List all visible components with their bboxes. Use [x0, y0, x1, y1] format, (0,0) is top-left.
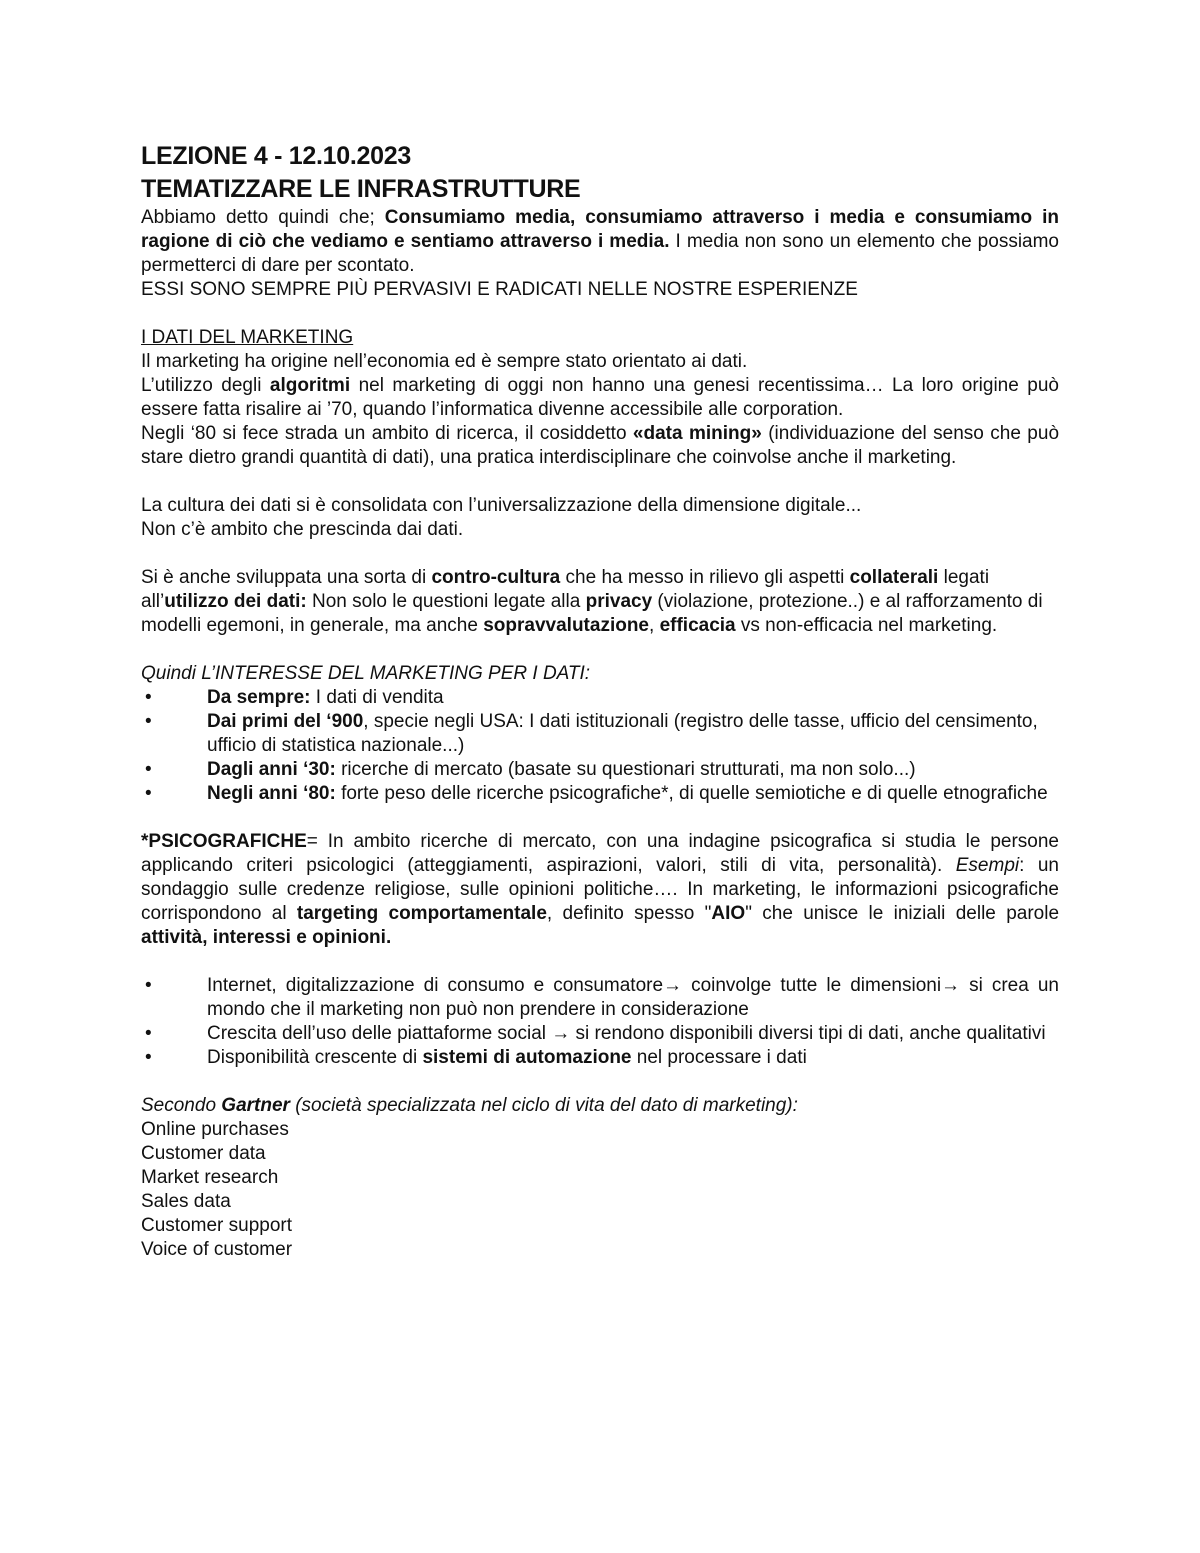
text: (individuazione del senso che può stare dietro grandi quantità di dati), una pratica interdisciplinare che coinvolse anche il marketing.: [141, 423, 1060, 468]
bold-text: AIO: [711, 903, 746, 924]
text: legati all’: [141, 567, 990, 612]
gartner-item: Voice of customer: [141, 1239, 293, 1260]
text: : un sondaggio sulle credenze religiose, sulle opinioni politiche…. In marketing, le informazioni psicografiche corrispondono al: [141, 855, 1059, 924]
culture-line2: Non c’è ambito che prescinda dai dati.: [141, 519, 464, 540]
bullet-icon: •: [145, 759, 152, 780]
document-page: [141, 140, 1059, 1262]
gartner-heading: [141, 1094, 1059, 1118]
text: ricerche di mercato (basate su questionari strutturati, ma non solo...): [335, 759, 916, 780]
spacer: [141, 638, 1059, 662]
text: nel marketing di oggi non hanno una genesi recentissima… La loro origine può essere fatta risalire ai ’70, quando l’informatica divenne accessibile alle corporation.: [141, 375, 1059, 420]
culture-line1: La cultura dei dati si è consolidata con l’universalizzazione della dimensione digitale...: [141, 495, 862, 516]
italic-heading: Quindi L’INTERESSE DEL MARKETING PER I DATI:: [141, 663, 591, 684]
list-item: [141, 782, 1059, 806]
bold-text: «data mining»: [632, 423, 762, 444]
text: Disponibilità crescente di: [207, 1047, 423, 1068]
interest-heading: [141, 662, 1059, 686]
text: I dati di vendita: [310, 687, 444, 708]
psychographics-paragraph: [141, 830, 1059, 950]
bold-text: efficacia: [659, 615, 736, 636]
intro-text-c: I media non sono un elemento che possiamo permetterci di dare per scontato.: [141, 231, 1060, 276]
bold-text: attività, interessi e opinioni: [141, 927, 386, 948]
text: Internet, digitalizzazione di consumo e consumatore→ coinvolge tutte le dimensioni→ si crea un mondo che il marketing non può non prendere in considerazione: [207, 975, 1059, 1020]
text: (violazione, protezione..) e al rafforzamento di modelli egemoni, in generale, ma anche: [141, 591, 1043, 636]
italic-text: Esempi: [955, 855, 1020, 876]
list-item: [141, 974, 1059, 1022]
text: , specie negli USA: I dati istituzionali (registro delle tasse, ufficio del censimento, ufficio di statistica nazionale...): [207, 711, 1038, 756]
text: Non solo le questioni legate alla: [306, 591, 586, 612]
marketing-algorithms-paragraph: [141, 374, 1059, 422]
spacer: [141, 470, 1059, 494]
gartner-item: Customer support: [141, 1215, 293, 1236]
spacer: [141, 542, 1059, 566]
intro-caps: ESSI SONO SEMPRE PIÙ PERVASIVI E RADICATI NELLE NOSTRE ESPERIENZE: [141, 279, 858, 300]
list-item: [141, 686, 1059, 710]
text: Si è anche sviluppata una sorta di: [141, 567, 432, 588]
bullet-icon: •: [145, 1047, 152, 1068]
lesson-subtitle: TEMATIZZARE LE INFRASTRUTTURE: [141, 175, 581, 203]
list-item: [141, 1022, 1059, 1046]
text: che ha messo in rilievo gli aspetti: [560, 567, 850, 588]
text: Crescita dell’uso delle piattaforme social → si rendono disponibili diversi tipi di dati, anche qualitativi: [207, 1023, 1046, 1044]
bold-text: Dagli anni ‘30:: [207, 759, 336, 780]
drivers-list: [141, 974, 1059, 1070]
intro-text-a: Abbiamo detto quindi che;: [141, 207, 385, 228]
gartner-item: Sales data: [141, 1191, 231, 1212]
counter-culture-paragraph: [141, 566, 1059, 638]
spacer: [141, 806, 1059, 830]
italic-text: (società specializzata nel ciclo di vita del dato di marketing):: [289, 1095, 798, 1116]
text: vs non-efficacia nel marketing.: [735, 615, 998, 636]
text: nel processare i dati: [631, 1047, 807, 1068]
list-item: [141, 710, 1059, 758]
marketing-datamining-paragraph: [141, 422, 1059, 470]
italic-text: Secondo: [141, 1095, 222, 1116]
bullet-icon: •: [145, 687, 152, 708]
lesson-title: LEZIONE 4 - 12.10.2023: [141, 142, 411, 170]
bullet-icon: •: [145, 975, 152, 996]
bullet-icon: •: [145, 783, 152, 804]
spacer: [141, 302, 1059, 326]
text: Negli ‘80 si fece strada un ambito di ricerca, il cosiddetto: [141, 423, 633, 444]
bullet-icon: •: [145, 711, 152, 732]
bold-text: algoritmi: [269, 375, 351, 396]
text: , definito spesso ": [546, 903, 712, 924]
bold-text: contro-cultura: [431, 567, 561, 588]
text: forte peso delle ricerche psicografiche*, di quelle semiotiche e di quelle etnografiche: [335, 783, 1048, 804]
gartner-item: Market research: [141, 1167, 279, 1188]
bold-text: Negli anni ‘80:: [207, 783, 336, 804]
gartner-item: Online purchases: [141, 1119, 289, 1140]
bold-text: Dai primi del ‘900: [207, 711, 364, 732]
text: L’utilizzo degli: [141, 375, 270, 396]
intro-bold: Consumiamo media, consumiamo attraverso i media e consumiamo in ragione di ciò che vediamo e sentiamo attraverso i media.: [141, 207, 1059, 252]
bold-text: Da sempre:: [207, 687, 311, 708]
interest-list: [141, 686, 1059, 806]
bold-text: sistemi di automazione: [422, 1047, 632, 1068]
intro-paragraph: [141, 206, 1059, 278]
text: = In ambito ricerche di mercato, con una indagine psicografica si studia le persone applicando criteri psicologici (atteggiamenti, aspirazioni, valori, stili di vita, personalità).: [141, 831, 1059, 876]
bold-text: .: [385, 927, 392, 948]
bold-text: collaterali: [849, 567, 939, 588]
bold-italic-text: Gartner: [221, 1095, 290, 1116]
list-item: [141, 1046, 1059, 1070]
gartner-item: Customer data: [141, 1143, 266, 1164]
bold-text: *PSICOGRAFICHE: [141, 831, 307, 852]
marketing-heading: I DATI DEL MARKETING: [141, 327, 354, 348]
bold-text: utilizzo dei dati:: [164, 591, 307, 612]
bold-text: targeting comportamentale: [296, 903, 547, 924]
list-item: [141, 758, 1059, 782]
text: ,: [649, 615, 660, 636]
text: " che unisce le iniziali delle parole: [745, 903, 1060, 924]
marketing-line1: Il marketing ha origine nell’economia ed è sempre stato orientato ai dati.: [141, 351, 748, 372]
spacer: [141, 1070, 1059, 1094]
bullet-icon: •: [145, 1023, 152, 1044]
bold-text: sopravvalutazione: [483, 615, 649, 636]
spacer: [141, 950, 1059, 974]
bold-text: privacy: [585, 591, 653, 612]
